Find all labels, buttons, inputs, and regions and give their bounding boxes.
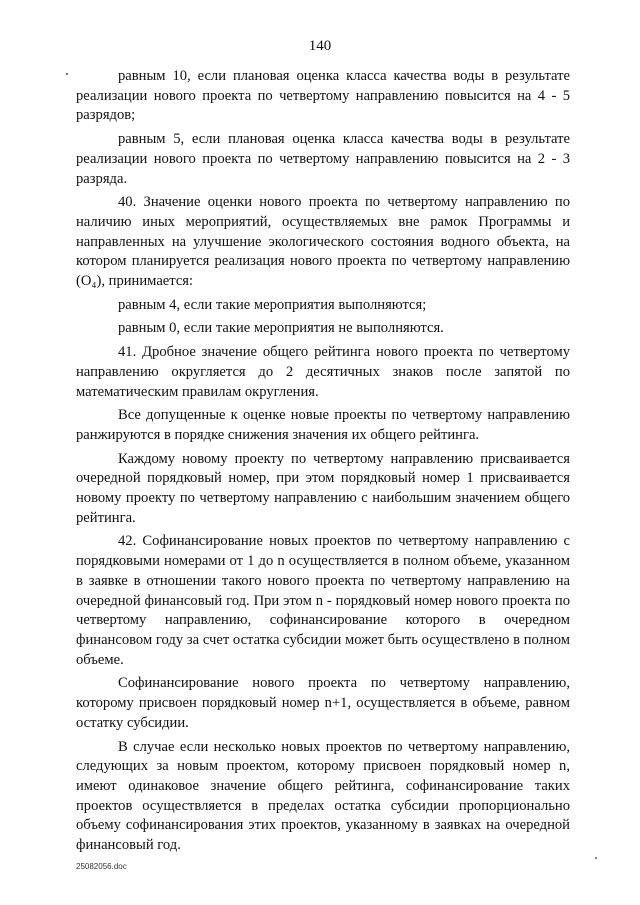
scan-speck (66, 73, 68, 75)
paragraph: равным 4, если такие мероприятия выполняются; (118, 296, 427, 313)
paragraph: равным 10, если плановая оценка класса качества воды в результате реализации нового проекта по четвертому направлению повысится на 4 - 5 разрядов; (76, 68, 570, 124)
paragraph: равным 0, если такие мероприятия не выполняются. (118, 320, 444, 337)
paragraph: Софинансирование нового проекта по четвертому направлению, которому присвоен порядковый номер n+1, осуществляется в объеме, равном остатку субсидии. (76, 675, 570, 731)
document-body (76, 67, 570, 860)
paragraph: Каждому новому проекту по четвертому направлению присваивается очередной порядковый номер, при этом порядковый номер 1 присваивается новому проекту по четвертому направлению с наибольшим значением общего рейтинга. (76, 450, 570, 526)
paragraph: 42. Софинансирование новых проектов по четвертому направлению с порядковыми номерами от 1 до n осуществляется в полном объеме, указанном в заявке в отношении такого нового проекта по четвертому направлению на очередной финансовый год. При этом n - порядковый номер нового проекта по четвертому направлению, софинансирование которого в очередном финансовом году за счет остатка субсидии может быть осуществлено в полном объеме. (76, 533, 570, 668)
paragraph: 41. Дробное значение общего рейтинга нового проекта по четвертому направлению округляется до 2 десятичных знаков после запятой по математическим правилам округления. (76, 344, 570, 400)
paragraph: равным 5, если плановая оценка класса качества воды в результате реализации нового проекта по четвертому направлению повысится на 2 - 3 разряда. (76, 131, 570, 187)
page-number: 140 (308, 38, 332, 54)
paragraph: Все допущенные к оценке новые проекты по четвертому направлению ранжируются в порядке снижения значения их общего рейтинга. (76, 407, 570, 443)
file-name-footer: 25082056.doc (76, 862, 127, 871)
paragraph: 40. Значение оценки нового проекта по четвертому направлению по наличию иных мероприятий, осуществляемых вне рамок Программы и направленных на улучшение экологического состояния водного объекта, на котором планируется реализация нового проекта по четвертому направлению (О₄), принимается: (76, 194, 570, 290)
paragraph: В случае если несколько новых проектов по четвертому направлению, следующих за новым проектом, которому присвоен порядковый номер n, имеют одинаковое значение общего рейтинга, софинансирование таких проектов осуществляется в пределах остатка субсидии пропорционально объему софинансирования этих проектов, указанному в заявках на очередной финансовый год. (76, 738, 570, 854)
scan-speck (595, 857, 597, 859)
